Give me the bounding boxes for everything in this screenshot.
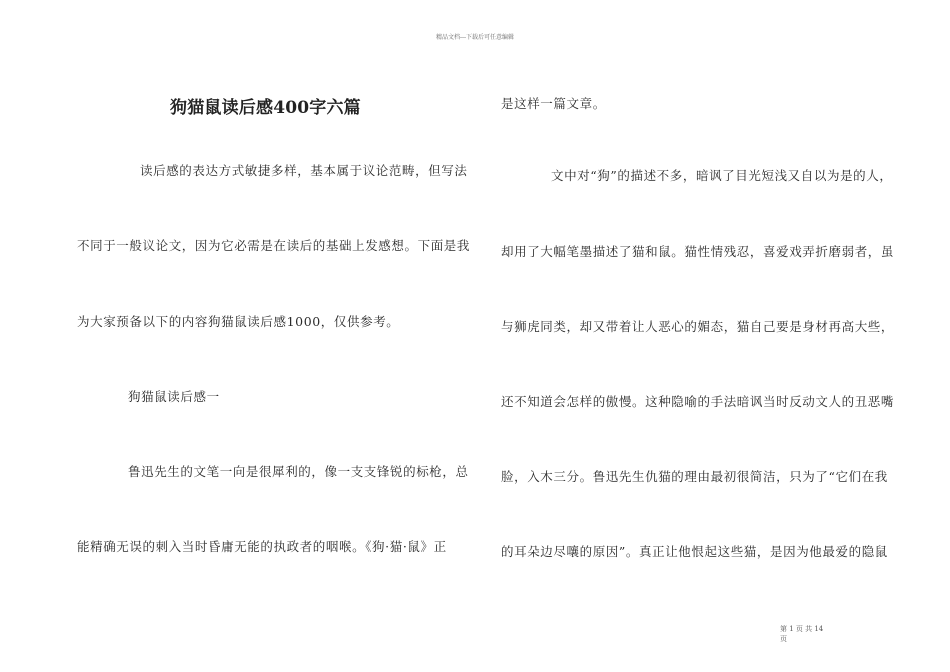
page-header: 精品文档---下载后可任意编辑 bbox=[435, 34, 515, 41]
document-title: 狗猫鼠读后感400字六篇 bbox=[170, 98, 361, 118]
left-paragraph-line: 鲁迅先生的文笔一向是很犀利的，像一支支锋锐的标枪，总 bbox=[128, 464, 469, 479]
left-paragraph-line: 不同于一般议论文，因为它必需是在读后的基础上发感想。下面是我 bbox=[77, 238, 471, 253]
right-paragraph-line: 文中对“狗”的描述不多，暗讽了目光短浅又自以为是的人， bbox=[551, 168, 893, 183]
page-number-suffix: 页 bbox=[780, 635, 787, 643]
right-paragraph-line: 是这样一篇文章。 bbox=[501, 96, 606, 111]
left-paragraph-line: 为大家预备以下的内容狗猫鼠读后感1000，仅供参考。 bbox=[77, 314, 400, 329]
left-paragraph-line: 读后感的表达方式敏捷多样，基本属于议论范畴，但写法 bbox=[140, 163, 468, 178]
right-paragraph-line: 却用了大幅笔墨描述了猫和鼠。猫性情残忍，喜爱戏弄折磨弱者，虽 bbox=[501, 244, 895, 259]
left-paragraph-line: 能精确无误的刺入当时昏庸无能的执政者的咽喉。《狗·猫·鼠》正 bbox=[77, 539, 447, 554]
right-paragraph-line: 的耳朵边尽嚷的原因”。真正让他恨起这些猫，是因为他最爱的隐鼠 bbox=[501, 544, 888, 559]
page-number: 第 1 页 共 14 bbox=[780, 625, 824, 633]
section-heading: 狗猫鼠读后感一 bbox=[128, 389, 220, 404]
right-paragraph-line: 脸，入木三分。鲁迅先生仇猫的理由最初很简洁，只为了“它们在我 bbox=[501, 469, 888, 484]
right-paragraph-line: 还不知道会怎样的傲慢。这种隐喻的手法暗讽当时反动文人的丑恶嘴 bbox=[501, 394, 895, 409]
right-paragraph-line: 与狮虎同类，却又带着让人恶心的媚态，猫自己要是身材再高大些， bbox=[501, 319, 895, 334]
